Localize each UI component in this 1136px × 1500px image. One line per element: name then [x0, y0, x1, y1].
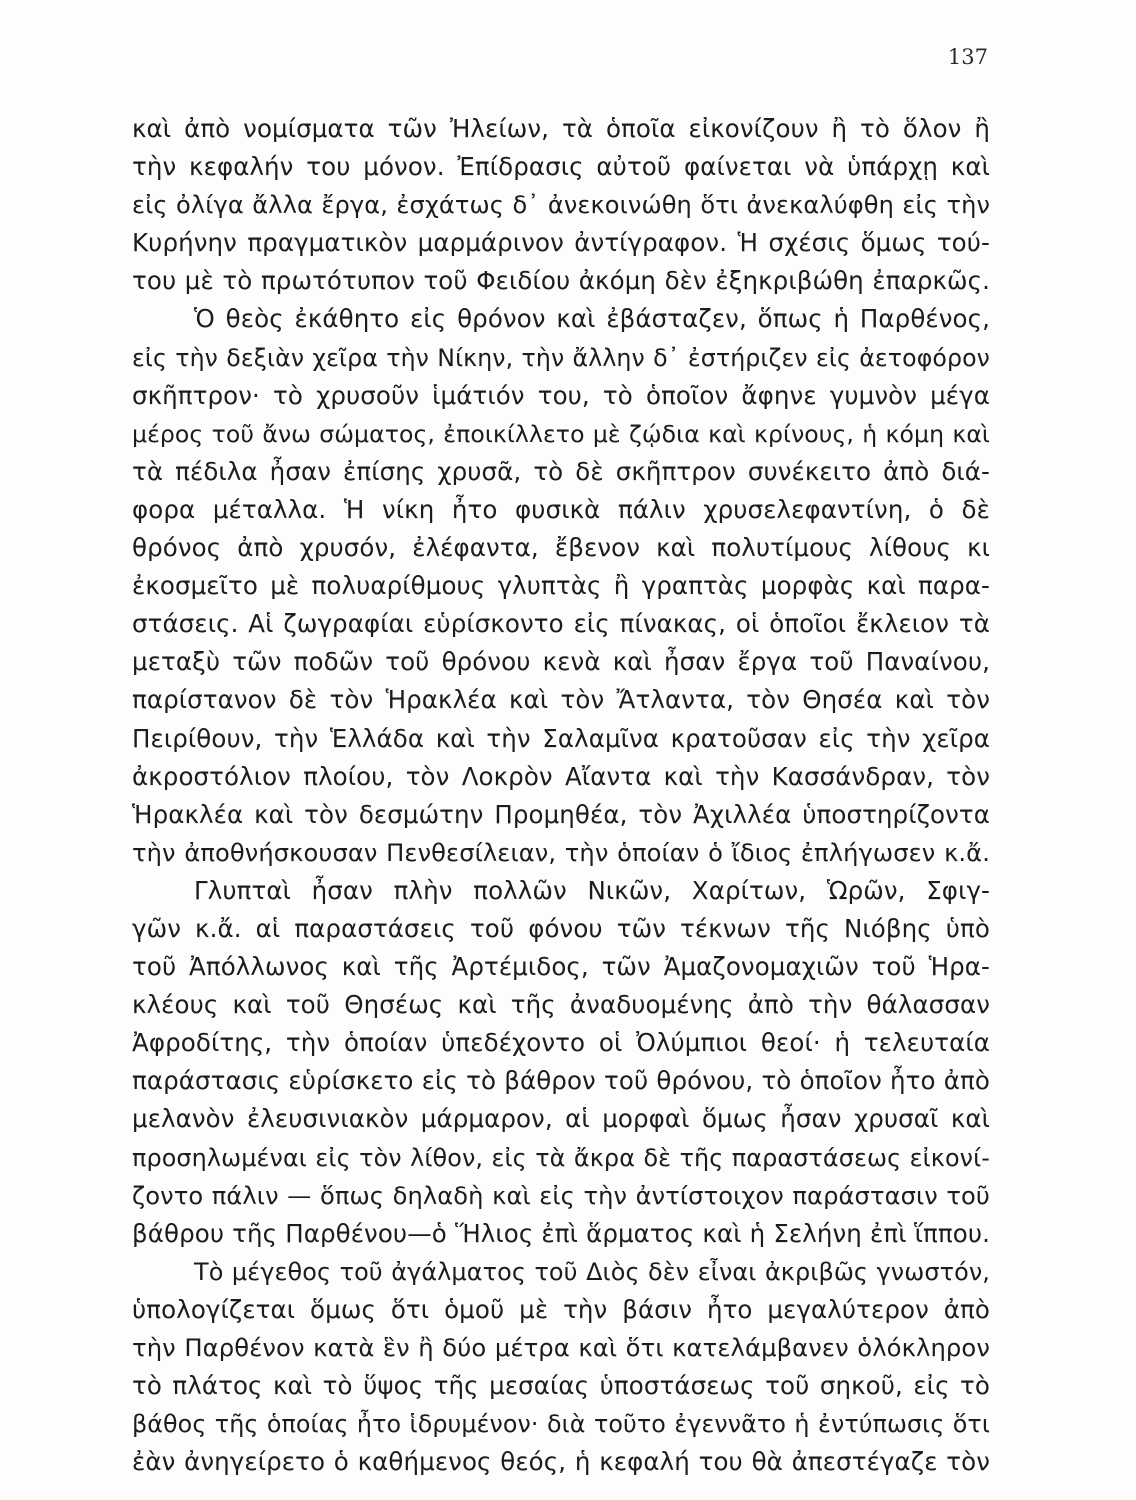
text-line: σκῆπτρον· τὸ χρυσοῦν ἱμάτιόν του, τὸ ὁποῖον ἄφηνε γυμνὸν μέγα: [132, 380, 990, 410]
text-line: θρόνος ἀπὸ χρυσόν, ἐλέφαντα, ἔβενον καὶ πολυτίμους λίθους κι: [132, 533, 990, 563]
paragraph-1: [132, 110, 990, 300]
text-line: παράστασις εὑρίσκετο εἰς τὸ βάθρον τοῦ θρόνου, τὸ ὁποῖον ἦτο ἀπὸ: [132, 1066, 990, 1096]
text-line: τοῦ Ἀπόλλωνος καὶ τῆς Ἀρτέμιδος, τῶν Ἀμαζονομαχιῶν τοῦ Ἡρα-: [132, 952, 990, 982]
paragraph-3: [132, 872, 990, 1253]
text-line: του μὲ τὸ πρωτότυπον τοῦ Φειδίου ἀκόμη δὲν ἐξηκριβώθη ἐπαρκῶς.: [132, 266, 990, 296]
text-line: τὴν ἀποθνήσκουσαν Πενθεσίλειαν, τὴν ὁποίαν ὁ ἴδιος ἐπλήγωσεν κ.ἄ.: [132, 838, 990, 867]
text-line: τὴν κεφαλήν του μόνον. Ἐπίδρασις αὐτοῦ φαίνεται νὰ ὑπάρχῃ καὶ: [132, 152, 990, 182]
paragraph-2: [132, 300, 990, 871]
text-line: Κυρήνην πραγματικὸν μαρμάρινον ἀντίγραφον. Ἡ σχέσις ὅμως τού-: [132, 228, 990, 258]
text-line: ζοντο πάλιν — ὅπως δηλαδὴ καὶ εἰς τὴν ἀντίστοιχον παράστασιν τοῦ: [132, 1181, 990, 1210]
text-line: κλέους καὶ τοῦ Θησέως καὶ τῆς ἀναδυομένης ἀπὸ τὴν θάλασσαν: [132, 990, 990, 1020]
text-line: γῶν κ.ἄ. αἱ παραστάσεις τοῦ φόνου τῶν τέκνων τῆς Νιόβης ὑπὸ: [132, 913, 990, 943]
text-line: τὰ πέδιλα ἦσαν ἐπίσης χρυσᾶ, τὸ δὲ σκῆπτρον συνέκειτο ἀπὸ διά-: [132, 456, 990, 486]
paragraph-4: [132, 1253, 990, 1482]
text-line: εἰς ὀλίγα ἄλλα ἔργα, ἐσχάτως δ᾽ ἀνεκοινώθη ὅτι ἀνεκαλύφθη εἰς τὴν: [132, 191, 990, 220]
text-line: μεταξὺ τῶν ποδῶν τοῦ θρόνου κενὰ καὶ ἦσαν ἔργα τοῦ Παναίνου,: [132, 647, 990, 677]
text-line: βάθος τῆς ὁποίας ἦτο ἱδρυμένον· διὰ τοῦτο ἐγεννᾶτο ἡ ἐντύπωσις ὅτι: [132, 1410, 990, 1439]
text-line: βάθρου τῆς Παρθένου—ὁ Ἥλιος ἐπὶ ἅρματος καὶ ἡ Σελήνη ἐπὶ ἵππου.: [132, 1218, 990, 1248]
text-line: Ὁ θεὸς ἐκάθητο εἰς θρόνον καὶ ἐβάσταζεν, ὅπως ἡ Παρθένος,: [194, 304, 990, 334]
text-line: φορα μέταλλα. Ἡ νίκη ἦτο φυσικὰ πάλιν χρυσελεφαντίνη, ὁ δὲ: [132, 494, 990, 524]
text-line: Γλυπταὶ ἦσαν πλὴν πολλῶν Νικῶν, Χαρίτων, Ὡρῶν, Σφιγ-: [194, 875, 990, 905]
text-line: μέρος τοῦ ἄνω σώματος, ἐποικίλλετο μὲ ζῴδια καὶ κρίνους, ἡ κόμη καὶ: [132, 419, 990, 448]
text-line: στάσεις. Αἱ ζωγραφίαι εὑρίσκοντο εἰς πίνακας, οἱ ὁποῖοι ἔκλειον τὰ: [132, 609, 990, 639]
text-line: ἐὰν ἀνηγείρετο ὁ καθήμενος θεός, ἡ κεφαλή του θὰ ἀπεστέγαζε τὸν: [132, 1447, 990, 1477]
text-line: τὸ πλάτος καὶ τὸ ὕψος τῆς μεσαίας ὑποστάσεως τοῦ σηκοῦ, εἰς τὸ: [132, 1371, 990, 1401]
text-line: προσηλωμέναι εἰς τὸν λίθον, εἰς τὰ ἄκρα δὲ τῆς παραστάσεως εἰκονί-: [132, 1143, 990, 1172]
text-line: Ἡρακλέα καὶ τὸν δεσμώτην Προμηθέα, τὸν Ἀχιλλέα ὑποστηρίζοντα: [132, 799, 990, 829]
text-line: τὴν Παρθένον κατὰ ἓν ἢ δύο μέτρα καὶ ὅτι κατελάμβανεν ὁλόκληρον: [132, 1333, 990, 1362]
text-line: ὑπολογίζεται ὅμως ὅτι ὁμοῦ μὲ τὴν βάσιν ἦτο μεγαλύτερον ἀπὸ: [132, 1294, 990, 1324]
text-line: ἐκοσμεῖτο μὲ πολυαρίθμους γλυπτὰς ἢ γραπτὰς μορφὰς καὶ παρα-: [132, 571, 990, 601]
text-line: ἀκροστόλιον πλοίου, τὸν Λοκρὸν Αἴαντα καὶ τὴν Κασσάνδραν, τὸν: [132, 761, 990, 791]
text-line: Πειρίθουν, τὴν Ἑλλάδα καὶ τὴν Σαλαμῖνα κρατοῦσαν εἰς τὴν χεῖρα: [132, 723, 990, 753]
page-number: 137: [947, 45, 988, 69]
text-line: μελανὸν ἐλευσινιακὸν μάρμαρον, αἱ μορφαὶ ὅμως ἦσαν χρυσαῖ καὶ: [132, 1104, 990, 1134]
text-line: καὶ ἀπὸ νομίσματα τῶν Ἠλείων, τὰ ὁποῖα εἰκονίζουν ἢ τὸ ὅλον ἢ: [132, 114, 990, 143]
text-line: Τὸ μέγεθος τοῦ ἀγάλματος τοῦ Διὸς δὲν εἶναι ἀκριβῶς γνωστόν,: [194, 1257, 990, 1286]
text-line: εἰς τὴν δεξιὰν χεῖρα τὴν Νίκην, τὴν ἄλλην δ᾽ ἐστήριζεν εἰς ἀετοφόρον: [132, 343, 990, 372]
text-line: Ἀφροδίτης, τὴν ὁποίαν ὑπεδέχοντο οἱ Ὀλύμπιοι θεοί· ἡ τελευταία: [132, 1028, 990, 1058]
text-body: [132, 110, 990, 1481]
text-line: παρίστανον δὲ τὸν Ἡρακλέα καὶ τὸν Ἄτλαντα, τὸν Θησέα καὶ τὸν: [132, 685, 990, 715]
